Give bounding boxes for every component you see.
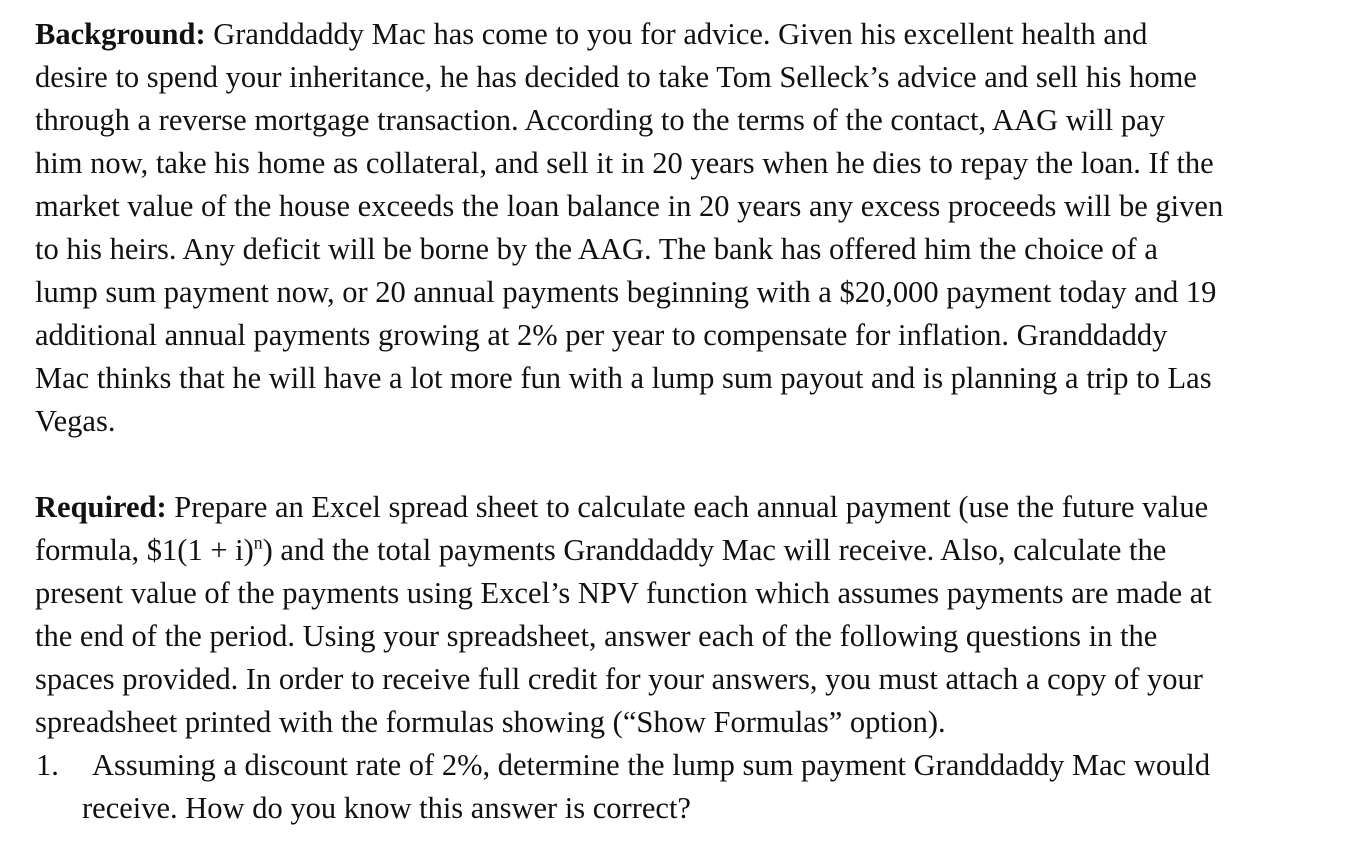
required-line-4: the end of the period. Using your spreadsheet, answer each of the following questions in the bbox=[35, 619, 1158, 653]
required-line-1 bbox=[35, 490, 1208, 524]
background-line-6: to his heirs. Any deficit will be borne by the AAG. The bank has offered him the choice of a bbox=[35, 232, 1158, 266]
background-line-5: market value of the house exceeds the loan balance in 20 years any excess proceeds will be given bbox=[35, 189, 1224, 223]
required-line-5: spaces provided. In order to receive full credit for your answers, you must attach a copy of your bbox=[35, 662, 1203, 696]
formula-text-after: ) and the total payments Granddaddy Mac will receive. Also, calculate the bbox=[262, 533, 1167, 567]
background-line-1 bbox=[35, 17, 1147, 51]
background-line-10: Vegas. bbox=[35, 404, 116, 438]
background-text: Granddaddy Mac has come to you for advice. Given his excellent health and bbox=[205, 17, 1148, 51]
question-1-line-1: Assuming a discount rate of 2%, determine the lump sum payment Granddaddy Mac would bbox=[92, 748, 1211, 782]
background-line-3: through a reverse mortgage transaction. According to the terms of the contact, AAG will pay bbox=[35, 103, 1165, 137]
required-line-6: spreadsheet printed with the formulas showing (“Show Formulas” option). bbox=[35, 705, 946, 739]
background-line-8: additional annual payments growing at 2% per year to compensate for inflation. Granddaddy bbox=[35, 318, 1168, 352]
background-line-2: desire to spend your inheritance, he has decided to take Tom Selleck’s advice and sell his home bbox=[35, 60, 1197, 94]
formula-text-before: formula, $1(1 + i) bbox=[35, 533, 254, 567]
required-line-3: present value of the payments using Excel’s NPV function which assumes payments are made at bbox=[35, 576, 1212, 610]
background-line-7: lump sum payment now, or 20 annual payments beginning with a $20,000 payment today and 19 bbox=[35, 275, 1217, 309]
required-text: Prepare an Excel spread sheet to calculate each annual payment (use the future value bbox=[166, 490, 1209, 524]
background-label: Background: bbox=[35, 17, 206, 51]
required-line-2 bbox=[35, 533, 1166, 567]
background-line-4: him now, take his home as collateral, and sell it in 20 years when he dies to repay the loan. If the bbox=[35, 146, 1214, 180]
required-label: Required: bbox=[35, 490, 167, 524]
formula-exponent: n bbox=[253, 532, 263, 553]
question-1-number: 1. bbox=[36, 748, 59, 782]
question-1-line-2: receive. How do you know this answer is correct? bbox=[82, 791, 691, 825]
background-line-9: Mac thinks that he will have a lot more fun with a lump sum payout and is planning a trip to Las bbox=[35, 361, 1212, 395]
